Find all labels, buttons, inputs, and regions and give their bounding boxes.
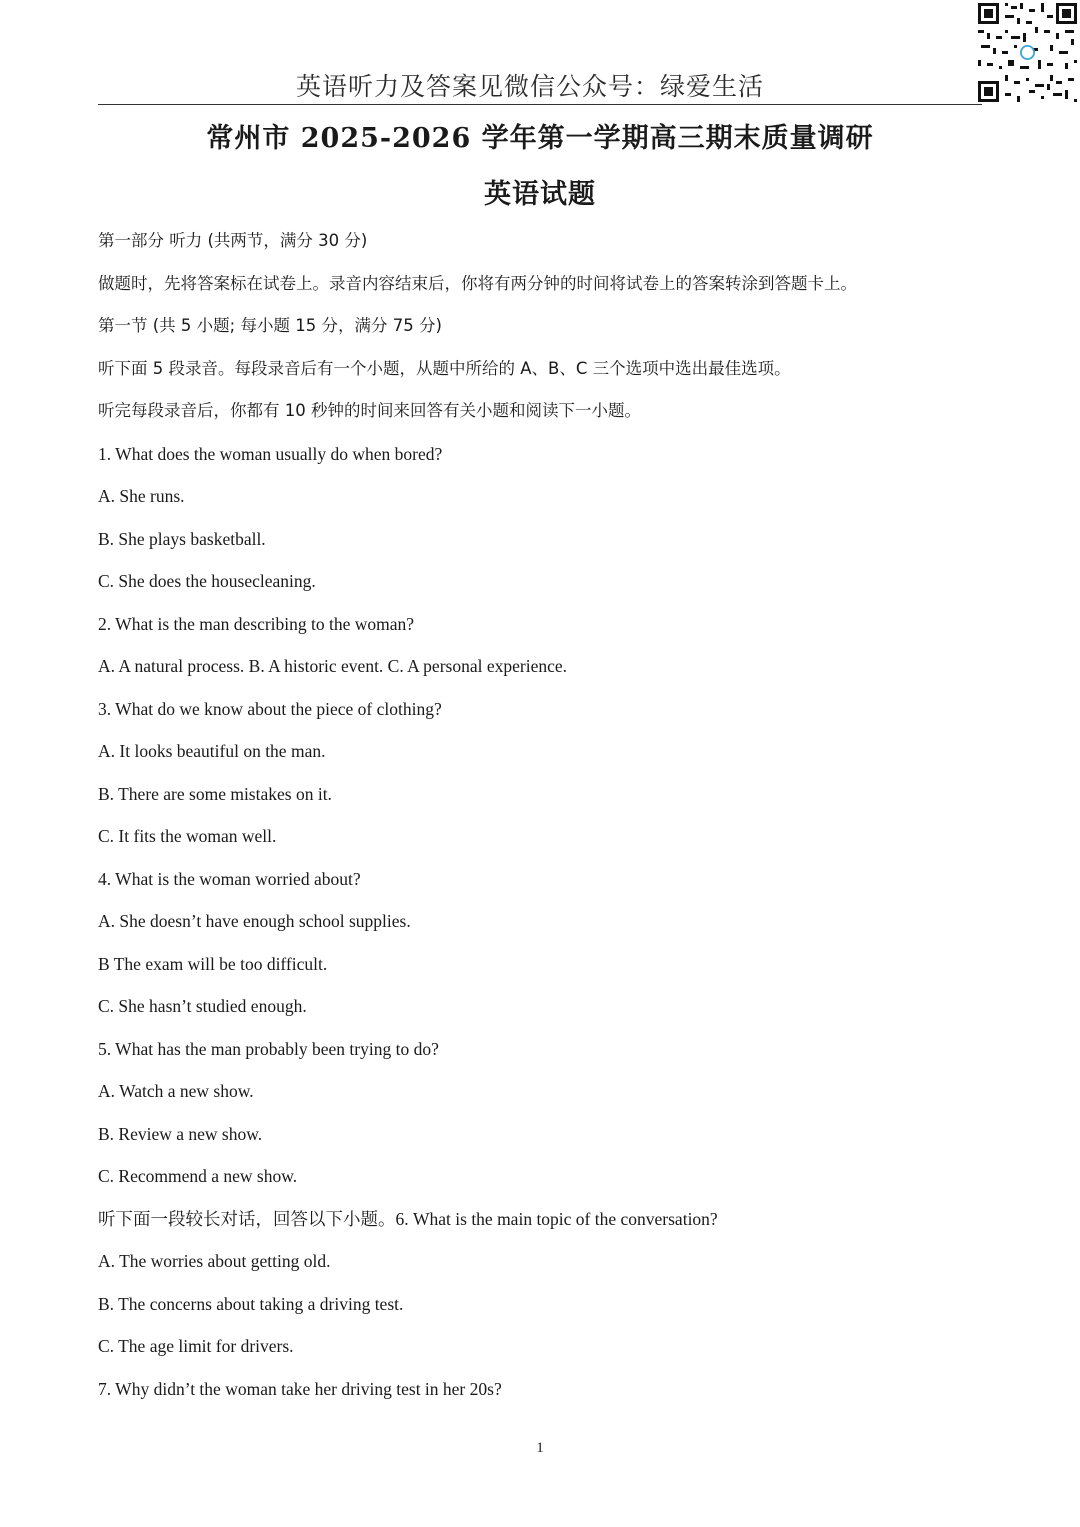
body-line: 4. What is the woman worried about? — [98, 868, 361, 889]
page-header — [98, 70, 982, 105]
body-line: 听下面一段较长对话，回答以下小题。6. What is the main topic of the conversation? — [98, 1208, 718, 1229]
qr-code-graphic — [975, 0, 1080, 105]
body-line: 第一部分 听力 (共两节，满分 30 分) — [98, 231, 368, 250]
exam-subtitle: 英语试题 — [484, 179, 596, 210]
body-line: A. A natural process. B. A historic event. C. A personal experience. — [98, 656, 567, 676]
body-line: C. Recommend a new show. — [98, 1166, 298, 1186]
body-line: 第一节 (共 5 小题; 每小题 15 分，满分 75 分) — [98, 316, 442, 335]
body-line: C. It fits the woman well. — [98, 826, 277, 846]
body-line: B. The concerns about taking a driving test. — [98, 1293, 404, 1314]
body-line: B The exam will be too difficult. — [98, 953, 328, 974]
body-line: 2. What is the man describing to the woman? — [98, 613, 415, 634]
body-line: 5. What has the man probably been trying to do? — [98, 1038, 439, 1059]
body-line: C. She does the housecleaning. — [98, 571, 316, 591]
body-line: 听完每段录音后，你都有 10 秒钟的时间来回答有关小题和阅读下一小题。 — [98, 401, 641, 420]
body-line: A. The worries about getting old. — [98, 1251, 331, 1271]
body-line: A. She runs. — [98, 486, 185, 506]
body-line: B. Review a new show. — [98, 1123, 263, 1144]
body-line: C. The age limit for drivers. — [98, 1336, 294, 1356]
body-line: 听下面 5 段录音。每段录音后有一个小题，从题中所给的 A、B、C 三个选项中选出最佳选项。 — [98, 358, 791, 378]
qr-code-icon — [975, 0, 1080, 105]
header-text: 英语听力及答案见微信公众号：绿爱生活 — [295, 72, 764, 101]
body-line: A. She doesn’t have enough school supplies. — [98, 911, 411, 931]
body-line: 7. Why didn’t the woman take her driving test in her 20s? — [98, 1378, 502, 1399]
body-line: A. It looks beautiful on the man. — [98, 741, 326, 761]
body-line: C. She hasn’t studied enough. — [98, 996, 307, 1016]
body-line: 3. What do we know about the piece of clothing? — [98, 698, 442, 719]
exam-title: 常州市 2025-2026 学年第一学期高三期末质量调研 — [206, 123, 874, 154]
body-line: 做题时，先将答案标在试卷上。录音内容结束后，你将有两分钟的时间将试卷上的答案转涂到答题卡上。 — [98, 273, 857, 293]
body-line: 1. What does the woman usually do when bored? — [98, 443, 443, 464]
body-line: B. There are some mistakes on it. — [98, 783, 332, 804]
body-line: A. Watch a new show. — [98, 1081, 254, 1101]
page-number: 1 — [536, 1440, 544, 1456]
body-line: B. She plays basketball. — [98, 528, 266, 549]
